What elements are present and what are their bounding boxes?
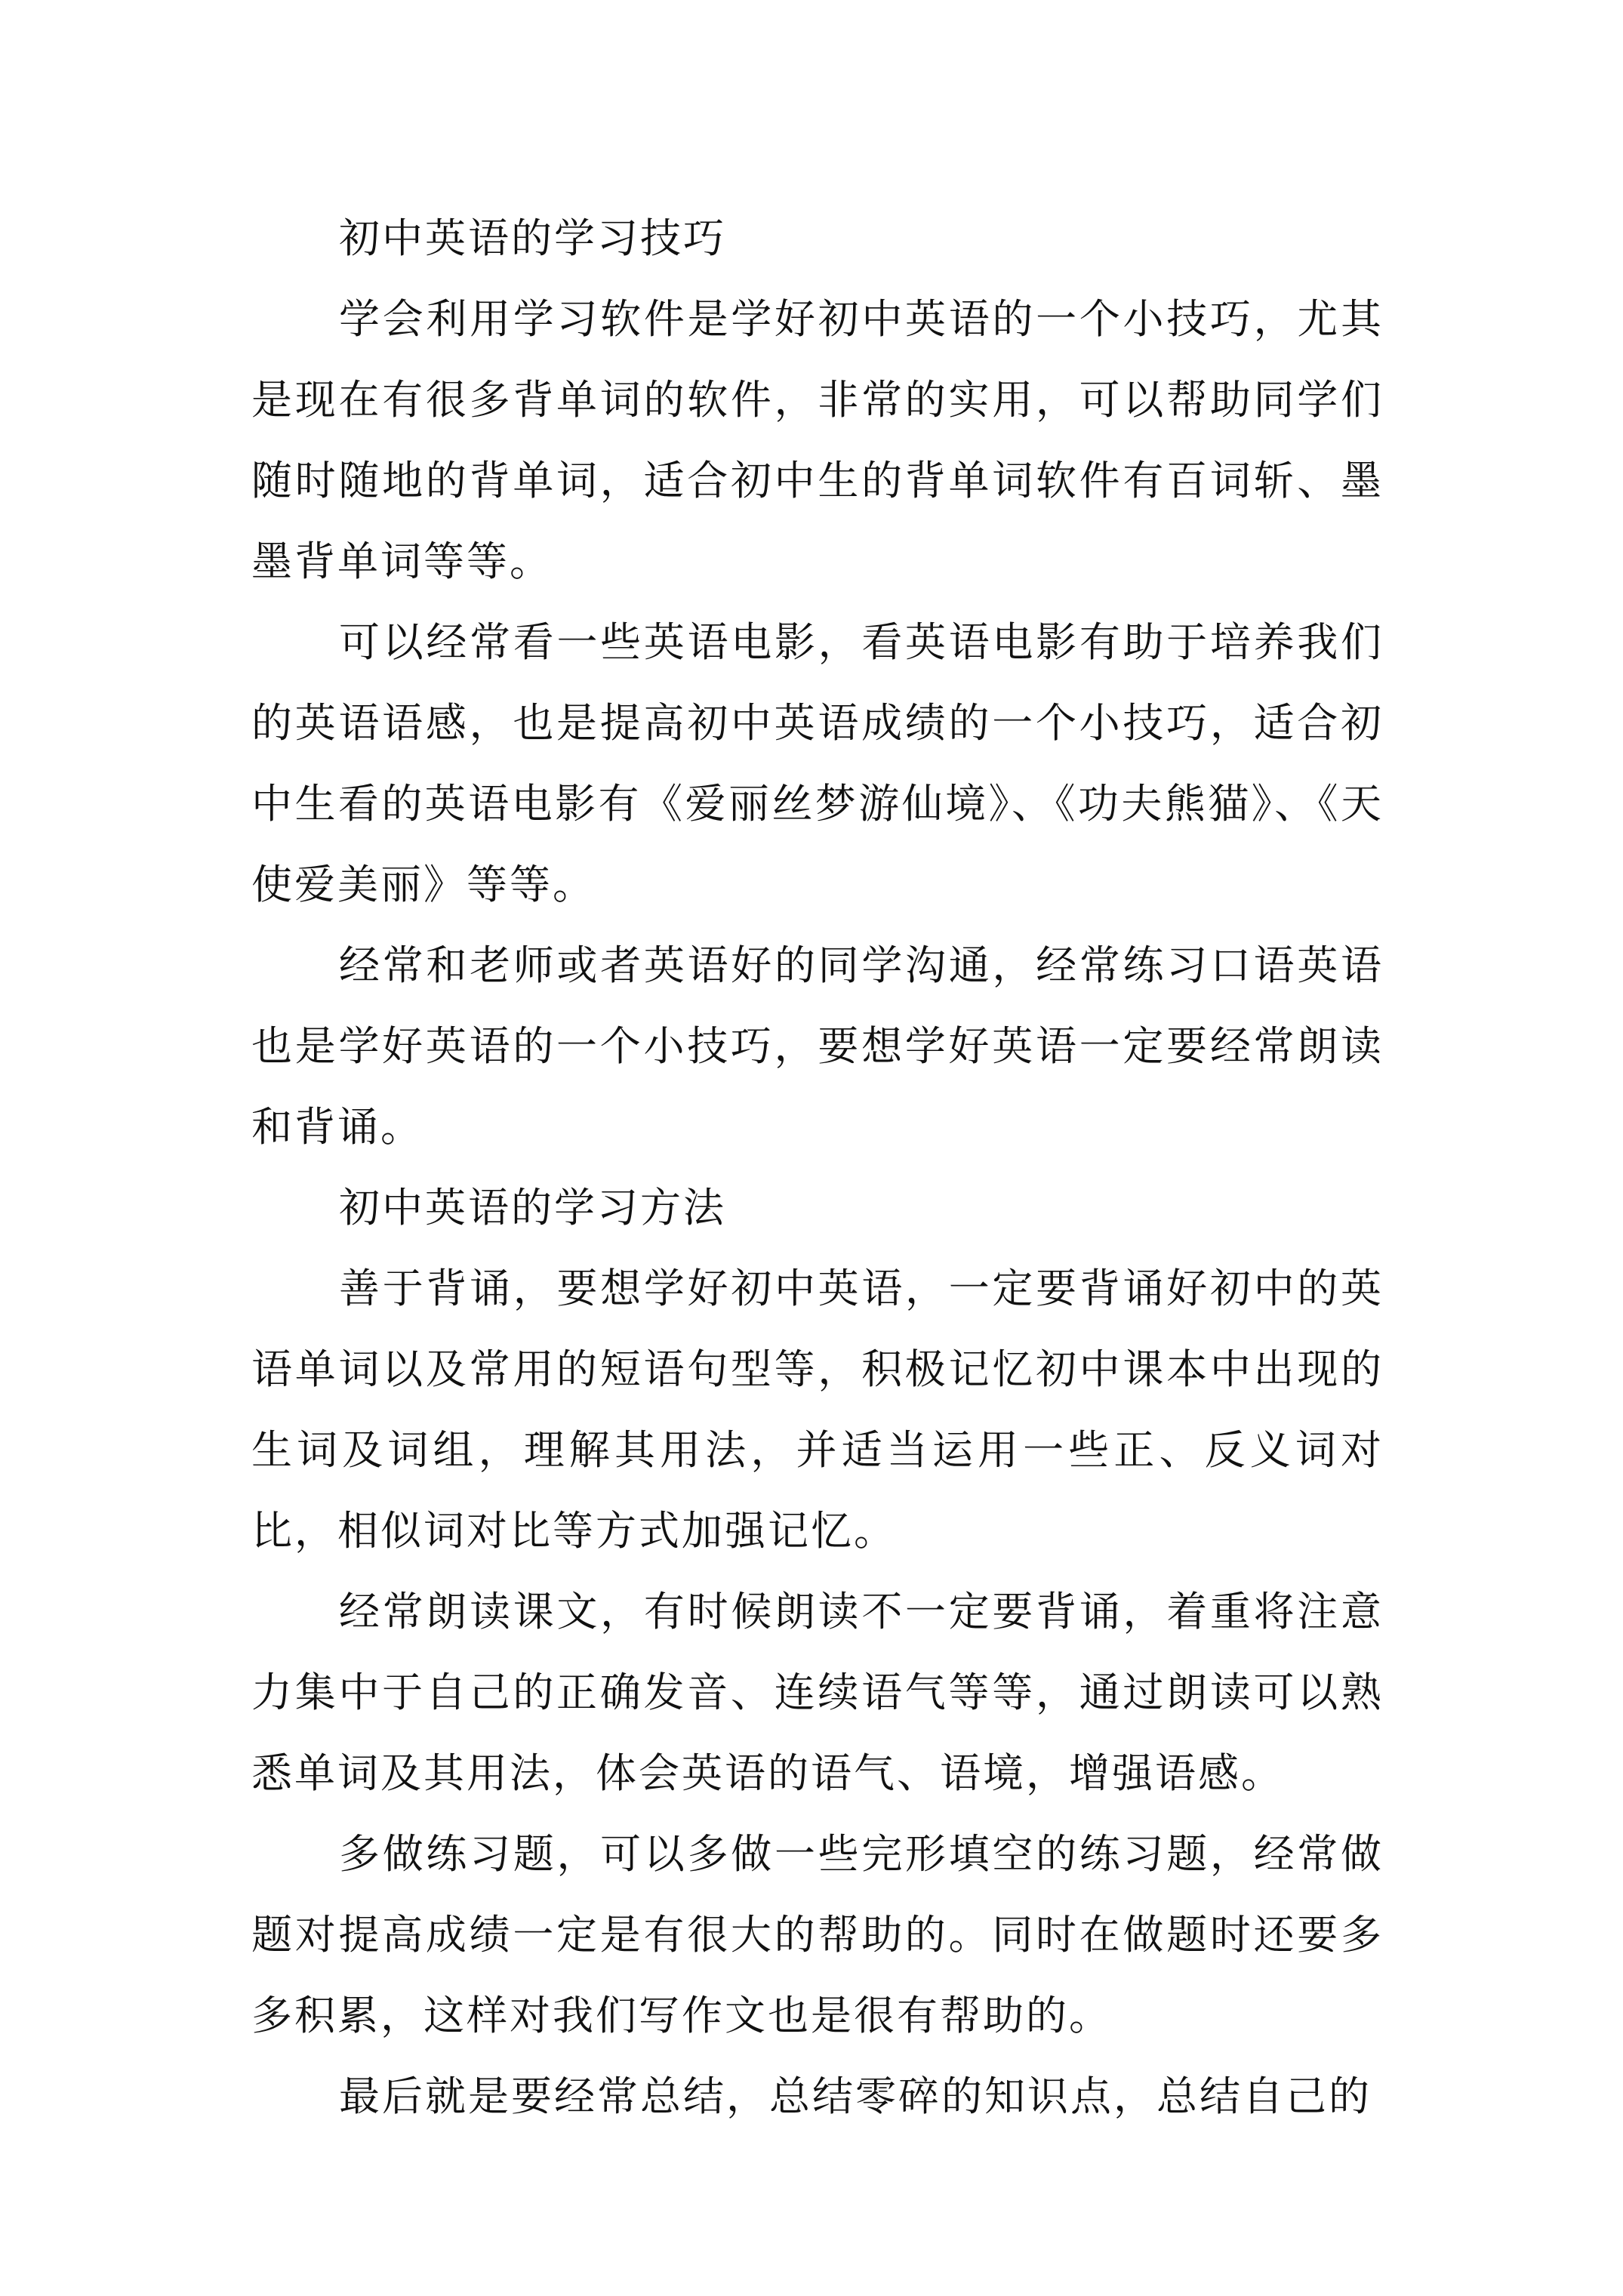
paragraph: 善于背诵，要想学好初中英语，一定要背诵好初中的英语单词以及常用的短语句型等，积极记忆初中课本中出现的生词及词组，理解其用法，并适当运用一些正、反义词对比，相似词对比等方式加强记忆。 (251, 1265, 1384, 1555)
paragraph: 学会利用学习软件是学好初中英语的一个小技巧，尤其是现在有很多背单词的软件，非常的实用，可以帮助同学们随时随地的背单词，适合初中生的背单词软件有百词斩、墨墨背单词等等。 (251, 295, 1384, 585)
paragraph: 最后就是要经常总结，总结零碎的知识点，总结自己的 (339, 2073, 1372, 2120)
paragraph: 多做练习题，可以多做一些完形填空的练习题，经常做题对提高成绩一定是有很大的帮助的。同时在做题时还要多多积累，这样对我们写作文也是很有帮助的。 (251, 1830, 1384, 2039)
section-heading-skills: 初中英语的学习技巧 (339, 214, 726, 262)
paragraph: 可以经常看一些英语电影，看英语电影有助于培养我们的英语语感，也是提高初中英语成绩的一个小技巧，适合初中生看的英语电影有《爱丽丝梦游仙境》、《功夫熊猫》、《天使爱美丽》等等。 (251, 618, 1384, 908)
paragraph: 经常朗读课文，有时候朗读不一定要背诵，着重将注意力集中于自己的正确发音、连续语气等等，通过朗读可以熟悉单词及其用法，体会英语的语气、语境，增强语感。 (251, 1588, 1384, 1797)
document-body (251, 198, 1384, 2137)
paragraph: 经常和老师或者英语好的同学沟通，经常练习口语英语也是学好英语的一个小技巧，要想学好英语一定要经常朗读和背诵。 (251, 942, 1384, 1151)
section-heading-methods: 初中英语的学习方法 (339, 1184, 726, 1231)
